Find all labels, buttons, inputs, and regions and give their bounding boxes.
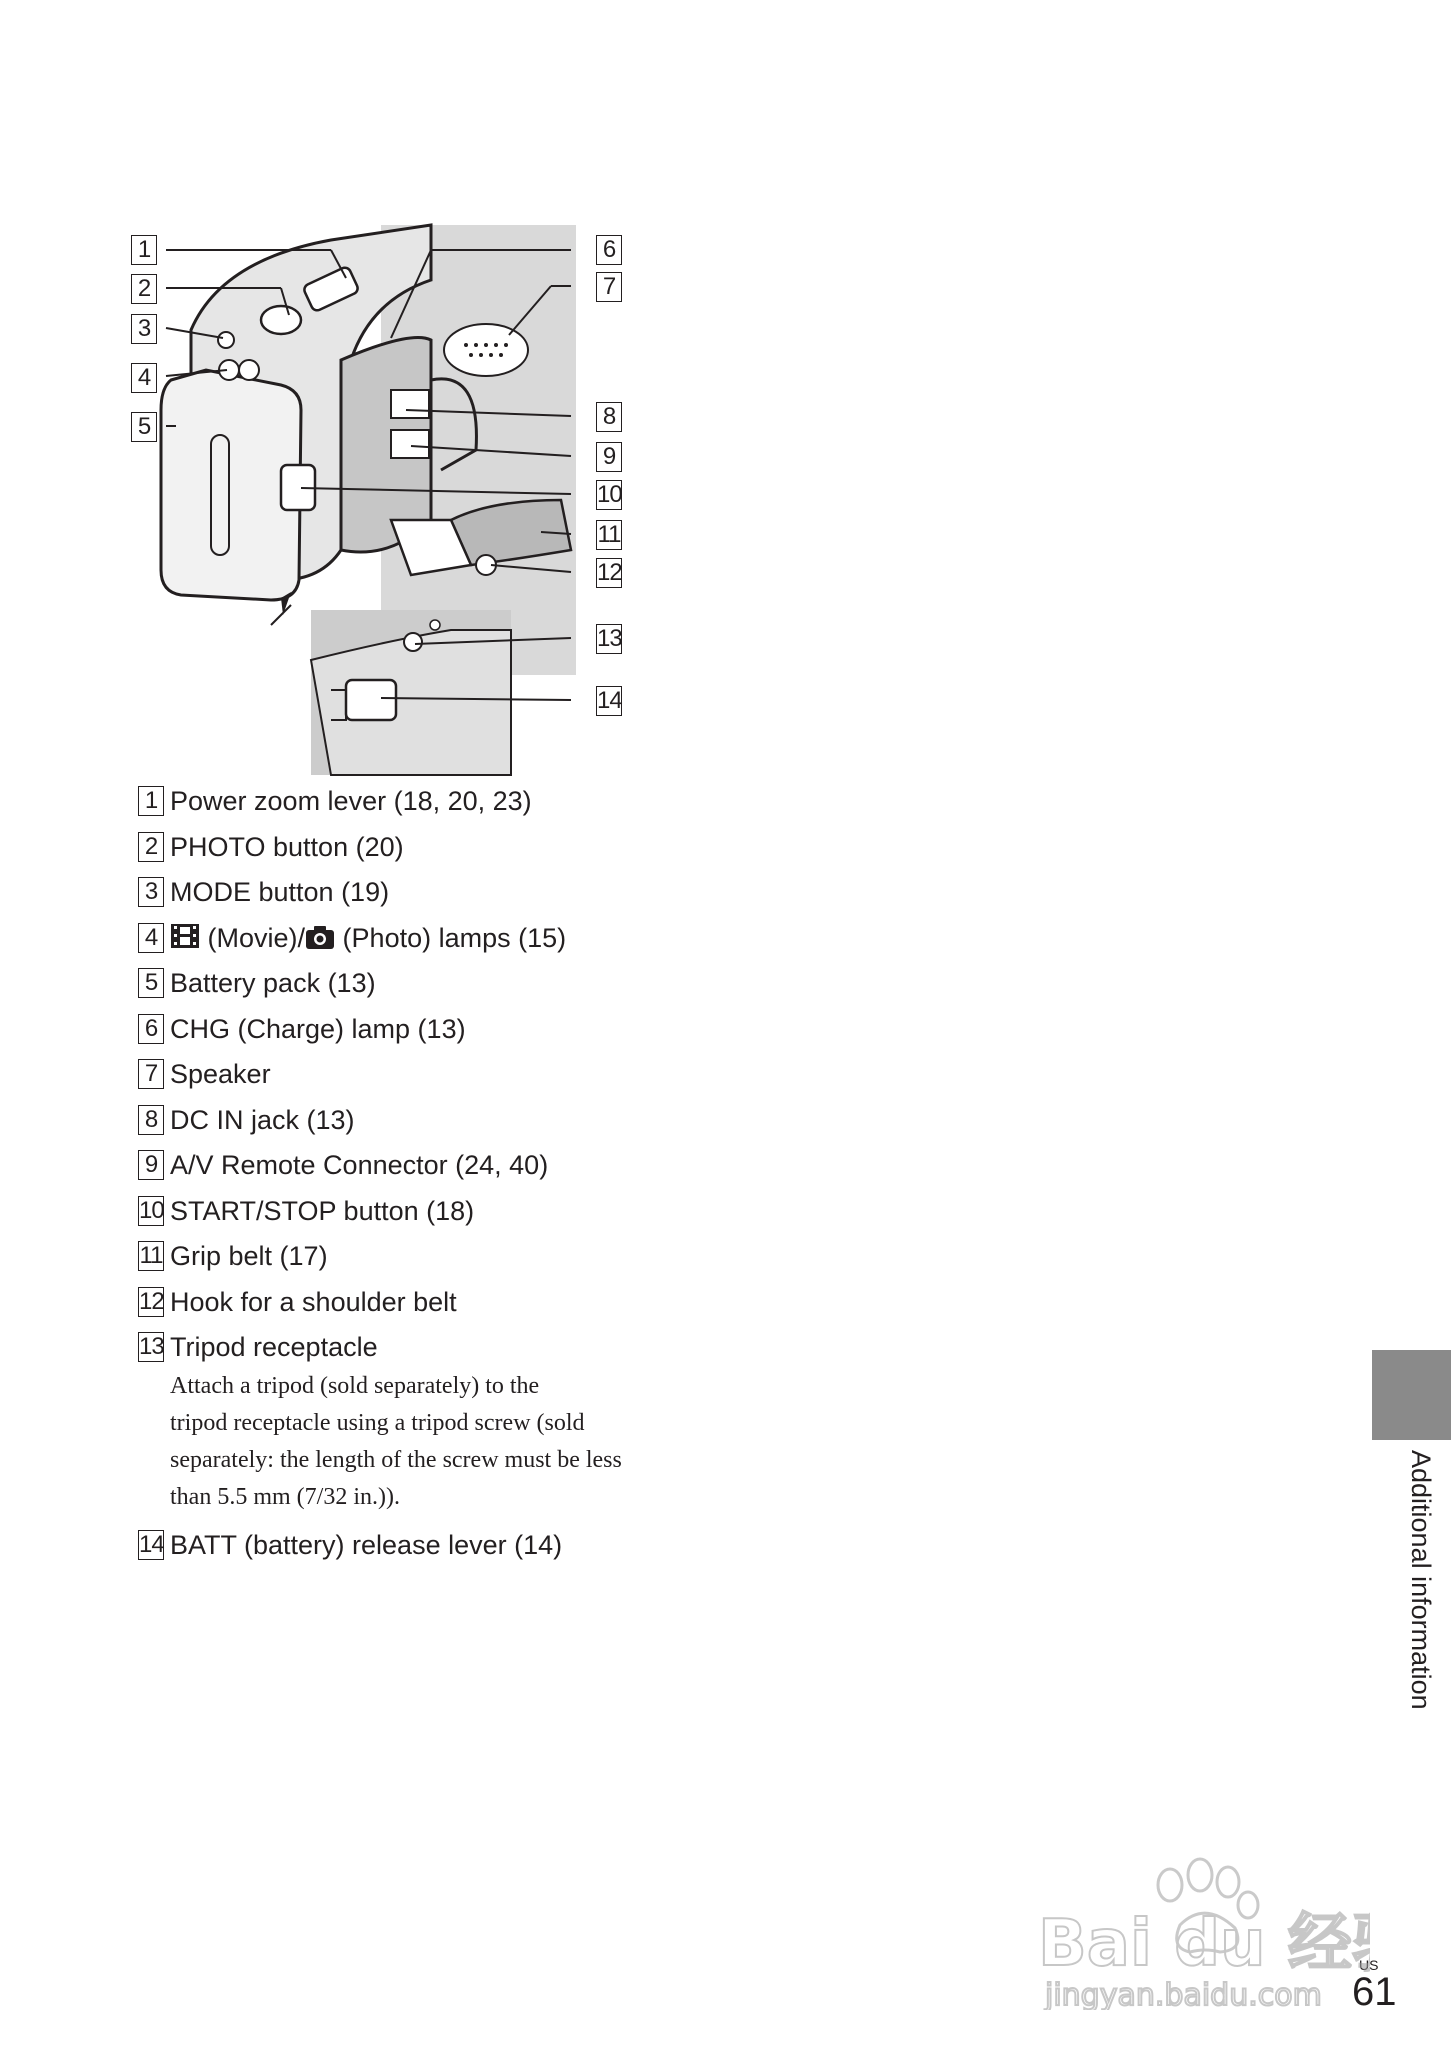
- list-item: [138, 1012, 758, 1058]
- list-item: [138, 1239, 758, 1285]
- baidu-watermark-logo: [1030, 1840, 1370, 2010]
- callout-10: 10: [597, 481, 622, 508]
- callout-11: 11: [597, 521, 621, 548]
- item-number: 4: [138, 923, 164, 953]
- item-label: Speaker: [170, 1059, 271, 1089]
- movie-icon: [170, 922, 200, 958]
- list-item: [138, 1103, 758, 1149]
- item-number: 5: [138, 968, 164, 998]
- item-label: Grip belt (17): [170, 1241, 328, 1271]
- callout-4: 4: [131, 361, 163, 393]
- list-item: [138, 1285, 758, 1331]
- item-label: START/STOP button (18): [170, 1195, 475, 1226]
- item-label: Tripod receptacle: [170, 1332, 378, 1362]
- item-description: Attach a tripod (sold separately) to the tripod receptacle using a tripod screw (sold separately: the length of the screw must be less than 5.5 mm (7/32 in.)).: [170, 1373, 622, 1510]
- page-number: 61: [1352, 1970, 1397, 2014]
- callout-14: 14: [597, 687, 622, 714]
- svg-text:Bai du 经验: Bai du 经: [1038, 1907, 1352, 1981]
- list-item: [138, 1148, 758, 1194]
- callout-7: 7: [596, 270, 628, 302]
- list-item: [138, 1057, 758, 1103]
- callout-3: 3: [131, 312, 163, 344]
- item-number: 8: [138, 1105, 164, 1135]
- item-number: 6: [138, 1014, 164, 1044]
- item-number: 7: [138, 1059, 164, 1089]
- item-label: CHG (Charge) lamp (13): [170, 1013, 466, 1044]
- item-number: 12: [139, 1287, 164, 1315]
- item-number: 2: [138, 832, 164, 862]
- item-number: 11: [139, 1242, 163, 1269]
- svg-text:jingyan.baidu.com: jingyan.baidu.com: [1045, 1978, 1322, 2010]
- list-item: [138, 921, 758, 967]
- callout-13: 13: [597, 625, 622, 652]
- parts-list: [138, 784, 758, 1574]
- item-label: BATT (battery) release lever (14): [170, 1530, 563, 1560]
- list-item: [138, 1528, 758, 1574]
- list-item: [138, 875, 758, 921]
- section-label: Additional information: [1406, 1450, 1436, 1710]
- list-item: [138, 966, 758, 1012]
- callout-9: 9: [596, 440, 628, 472]
- list-item: [138, 1330, 758, 1516]
- camera-icon: [305, 924, 335, 958]
- item-number: 13: [139, 1333, 164, 1360]
- item-label: (Movie)/ (Photo) lamps (15): [170, 921, 566, 958]
- callout-12: 12: [597, 559, 622, 586]
- section-tab: [1372, 1350, 1451, 1440]
- callout-5: 5: [131, 410, 163, 442]
- callout-6: 6: [596, 233, 628, 265]
- page-region-code: US: [1359, 1957, 1379, 1973]
- item-label: MODE button (19): [170, 877, 390, 907]
- item-number: 10: [139, 1196, 164, 1224]
- item-label: Power zoom lever (18, 20, 23): [170, 786, 532, 816]
- list-item: [138, 784, 758, 830]
- item-label: Hook for a shoulder belt: [170, 1286, 457, 1317]
- item-label: DC IN jack (13): [170, 1104, 355, 1135]
- item-label: PHOTO button (20): [170, 831, 404, 862]
- callout-1: 1: [131, 233, 163, 265]
- callout-2: 2: [131, 272, 163, 304]
- item-number: 14: [139, 1531, 164, 1558]
- list-item: [138, 1194, 758, 1240]
- list-item: [138, 830, 758, 876]
- camcorder-illustration: [131, 220, 651, 780]
- item-number: 1: [138, 786, 164, 816]
- item-number: 9: [138, 1150, 164, 1180]
- item-label: A/V Remote Connector (24, 40): [170, 1150, 549, 1180]
- callout-8: 8: [596, 400, 628, 432]
- item-label: Battery pack (13): [170, 968, 376, 998]
- item-number: 3: [138, 877, 164, 907]
